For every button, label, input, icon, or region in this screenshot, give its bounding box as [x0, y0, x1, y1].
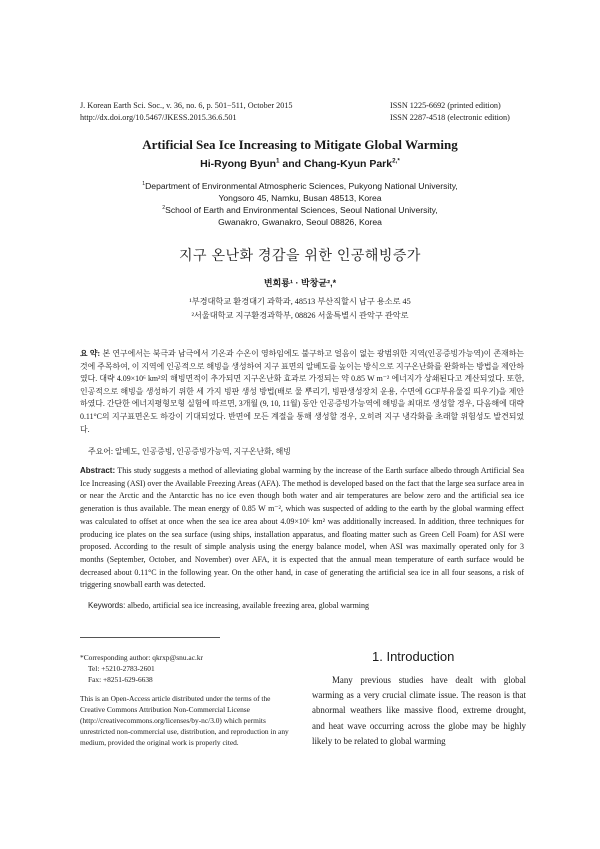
- affiliation-line-2: Yongsoro 45, Namku, Busan 48513, Korea: [218, 193, 382, 203]
- issn-block: [390, 100, 510, 124]
- korean-abstract-text: 본 연구에서는 북극과 남극에서 기온과 수온이 영하임에도 불구하고 얼음이 없는 광범위한 지역(인공증빙가능역)이 존재하는 것에 주목하여, 이 지역에 인공적으로 해빙을 생성하여 지구 표면의 알베도를 높이는 방식으로 지구온난화를 완화하는 방법을 제안하였다. 대략 4.09×10⁶ km²의 해빙면적이 추가되면 지구온난화 효과로 가정되는 약 0.85 W m⁻² 에너지가 상쇄된다고 계산되었다. 또한, 인공적으로 해빙을 생성하기 위한 세 가지 빙판 생성 방법(배로 물 뿌리기, 빙판생성장치 운용, 수면에 GCF부유물질 띄우기)을 제안하였다. 간단한 에너지평형모형 실험에 따르면, 3개월 (9, 10, 11월) 동안 인공증빙가능역에 해빙을 최대로 생성할 경우, 다음해에 대략 0.11°C의 지구표면온도 하강이 기대되었다. 반면에 모든 계절을 통해 생성할 경우, 오히려 지구 냉각화를 초래할 위험성도 발견되었다.: [80, 349, 524, 434]
- abstract-text: This study suggests a method of alleviating global warming by the increase of the Earth surface albedo through Artificial Sea Ice Increasing (ASI) over the Available Freezing Areas (AFA). The method is developed based on the fact that the large sea surface area in or near the Arctic and the Antarctic has no ice even though both water and air temperatures are below zero and the artificial sea ice generation is thus available. The mean energy of 0.85 W m⁻², which was suspected of adding to the earth by the global warming effect was calculated to offset at once when the sea ice area about 4.09×10⁶ km² was additionally increased. In addition, three techniques for producing ice plates on the sea surface (using ships, installation apparatus, and floating matter such as Green Cell Foam) for ASI were proposed. According to the result of simple analysis using the energy balance model, when ASI was maximally operated only for 3 months (September, October, and November) over AFA, it is expected that the annual mean temperature of earth surface would be decreased about 0.11°C in the following year. On the other hand, in case of generating the artificial sea ice in all four seasons, a risk of triggering snowball earth was detected.: [80, 466, 524, 590]
- korean-affiliation-1: ¹부경대학교 환경대기 과학과, 48513 부산직할시 남구 용소로 45: [189, 297, 411, 306]
- korean-title: 지구 온난화 경감을 위한 인공해빙증가: [179, 247, 421, 263]
- author-and: and: [279, 158, 305, 170]
- korean-affiliation-2: ²서울대학교 지구환경과학부, 08826 서울특별시 관악구 관악로: [191, 311, 409, 320]
- author-1: Hi-Ryong Byun: [200, 158, 276, 170]
- affiliation-line-4: Gwanakro, Gwanakro, Seoul 08826, Korea: [218, 217, 382, 227]
- doi-link[interactable]: http://dx.doi.org/10.5467/JKESS.2015.36.6.501: [80, 113, 237, 122]
- paper-title: Artificial Sea Ice Increasing to Mitigate Global Warming: [142, 137, 458, 152]
- footnote-fax: Fax: +8251-629-6638: [88, 675, 153, 684]
- korean-keywords: [88, 446, 291, 457]
- korean-abstract: [80, 348, 524, 436]
- korean-keywords-label: 주요어:: [88, 447, 114, 456]
- abstract-label: Abstract:: [80, 466, 116, 475]
- section-heading-introduction: 1. Introduction: [372, 649, 455, 664]
- korean-abstract-label: 요 약:: [80, 349, 101, 358]
- author-1-sup: 1: [275, 157, 280, 165]
- author-2: Chang-Kyun Park: [304, 158, 393, 170]
- keywords-text: albedo, artificial sea ice increasing, available freezing area, global warming: [125, 601, 370, 610]
- korean-keywords-text: 알베도, 인공증빙, 인공증빙가능역, 지구온난화, 해빙: [113, 447, 291, 456]
- korean-authors: 변희룡¹ · 박창균²,*: [263, 278, 337, 288]
- introduction-body: [312, 673, 526, 749]
- journal-citation: [80, 100, 293, 124]
- abstract: [80, 465, 524, 592]
- author-line: [0, 158, 600, 170]
- author-2-sup: 2,*: [392, 157, 400, 165]
- keywords: [88, 601, 369, 610]
- affiliation-line-1: $^1$Department of Environmental Atmospheric Sciences, Pukyong National University,: [142, 181, 458, 191]
- keywords-label: Keywords:: [88, 601, 126, 610]
- license-notice: This is an Open-Access article distributed under the terms of the Creative Commons Attribution Non-Commercial License (http://creativecommons.org/licenses/by-nc/3.0) which permits unrestricted non-commercial use, distribution, and reproduction in any medium, provided the original work is properly cited.: [80, 694, 289, 747]
- affiliation-line-3: $^2$School of Earth and Environmental Sciences, Seoul National University,: [162, 205, 438, 215]
- footnote-divider: [80, 637, 220, 638]
- introduction-paragraph: Many previous studies have dealt with global warming as a very crucial climate issue. The reason is that abnormal weathers like massive flood, extreme drought, and heat wave occurring across the globe may be highly likely to be related to global warming: [312, 675, 526, 746]
- corresponding-author: *Corresponding author: qkrxp@snu.ac.kr: [80, 653, 203, 662]
- issn-print: ISSN 1225-6692 (printed edition): [390, 101, 501, 110]
- journal-line: J. Korean Earth Sci. Soc., v. 36, no. 6, p. 501−511, October 2015: [80, 101, 293, 110]
- footnote-tel: Tel: +5210-2783-2601: [88, 664, 155, 673]
- issn-electronic: ISSN 2287-4518 (electronic edition): [390, 113, 510, 122]
